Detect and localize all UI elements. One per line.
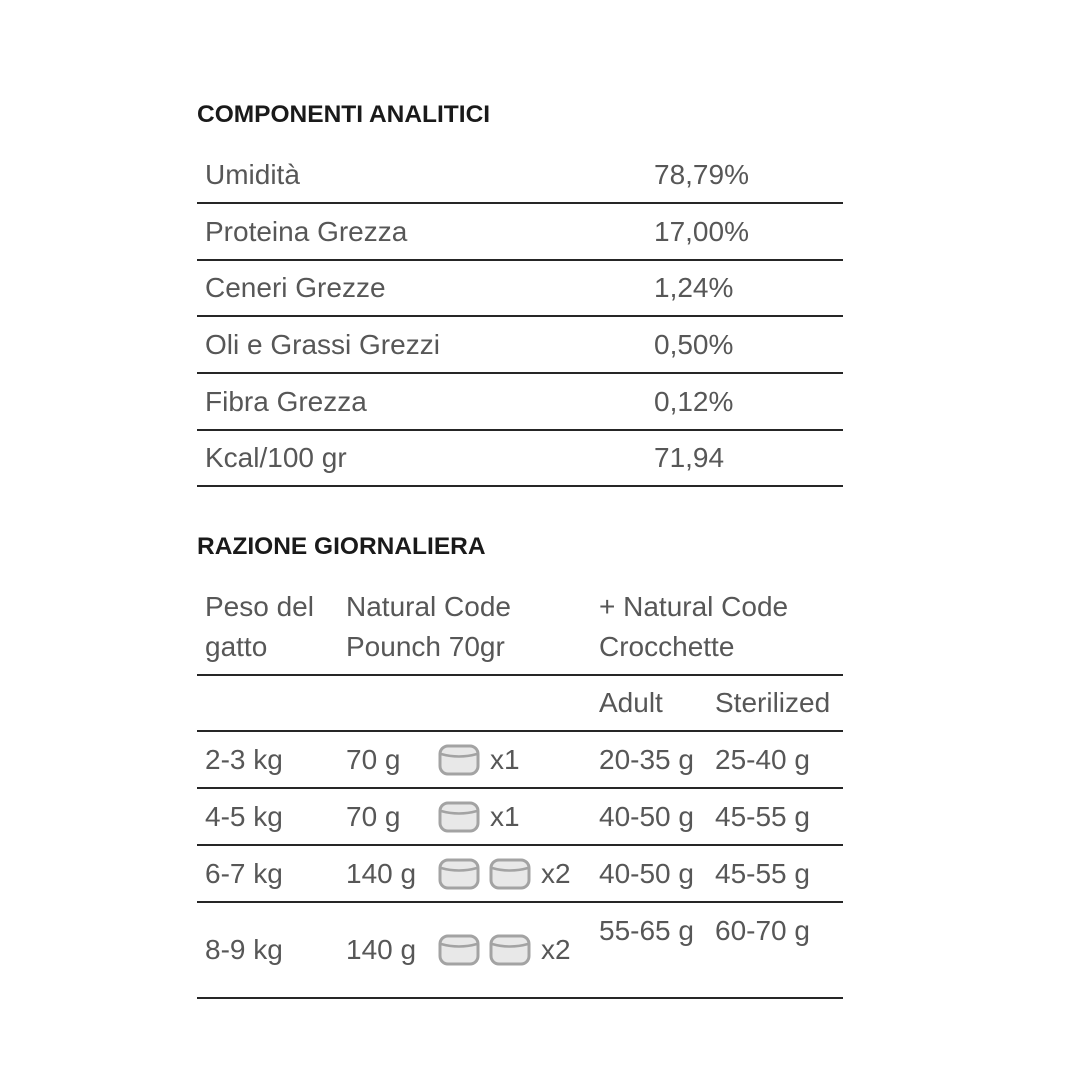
- header-pouch: [346, 587, 511, 667]
- adult-amount: 40-50 g: [599, 857, 694, 889]
- cat-weight: 6-7 kg: [205, 857, 283, 889]
- analytical-value: 0,12%: [654, 385, 734, 417]
- adult-amount: 40-50 g: [599, 800, 694, 832]
- analytical-label: Proteina Grezza: [205, 215, 408, 247]
- ration-header-row: [197, 587, 843, 676]
- subheader-adult: Adult: [599, 687, 663, 718]
- analytical-label: Fibra Grezza: [205, 385, 367, 417]
- header-weight-line: gatto: [205, 631, 268, 662]
- header-weight-line: Peso del: [205, 591, 314, 622]
- pouch-icon: [489, 858, 531, 890]
- ration-row: [197, 903, 843, 999]
- pouch-icons: [438, 801, 520, 833]
- cat-weight: 4-5 kg: [205, 800, 283, 832]
- sterilized-amount: 60-70 g: [715, 915, 810, 946]
- analytical-row: [197, 204, 843, 261]
- sterilized-amount: 25-40 g: [715, 743, 810, 775]
- adult-amount: 55-65 g: [599, 915, 694, 946]
- analytical-row: [197, 147, 843, 204]
- header-kibble: [599, 587, 788, 667]
- pouch-icon: [489, 934, 531, 966]
- pouch-icon: [438, 934, 480, 966]
- pouch-amount: 140 g: [346, 857, 417, 889]
- pouch-multiplier: x2: [541, 934, 571, 965]
- adult-amount: 20-35 g: [599, 743, 694, 775]
- pouch-amount: 70 g: [346, 800, 401, 832]
- cat-weight: 8-9 kg: [205, 934, 283, 965]
- analytical-label: Umidità: [205, 158, 300, 190]
- analytical-value: 71,94: [654, 442, 725, 473]
- pouch-icons: [438, 934, 571, 966]
- cat-weight: 2-3 kg: [205, 743, 283, 775]
- ration-row: [197, 846, 843, 903]
- ration-row: [197, 732, 843, 789]
- analytical-label: Ceneri Grezze: [205, 272, 386, 303]
- header-pouch-line: Pounch 70gr: [346, 631, 505, 662]
- pouch-icons: [438, 858, 571, 890]
- pouch-amount: 70 g: [346, 743, 401, 775]
- analytical-label: Oli e Grassi Grezzi: [205, 328, 440, 360]
- pouch-icon: [438, 744, 480, 776]
- pouch-icon: [438, 801, 480, 833]
- analytical-value: 0,50%: [654, 328, 734, 360]
- analytical-value: 17,00%: [654, 215, 749, 247]
- analytical-row: [197, 374, 843, 431]
- pouch-icons: [438, 744, 520, 776]
- analytical-row: [197, 317, 843, 374]
- analytical-row: [197, 261, 843, 317]
- subheader-sterilized: Sterilized: [715, 687, 831, 718]
- pouch-amount: 140 g: [346, 934, 417, 965]
- analytical-title: COMPONENTI ANALITICI: [197, 101, 491, 128]
- pouch-multiplier: x1: [490, 743, 520, 775]
- ration-subheader-row: [197, 676, 843, 732]
- header-weight: [205, 587, 314, 667]
- header-kibble-line: Crocchette: [599, 631, 735, 662]
- pouch-icon: [438, 858, 480, 890]
- sterilized-amount: 45-55 g: [715, 800, 810, 832]
- sterilized-amount: 45-55 g: [715, 857, 810, 889]
- header-kibble-line: + Natural Code: [599, 591, 789, 622]
- ration-row: [197, 789, 843, 846]
- pouch-multiplier: x2: [541, 857, 571, 889]
- analytical-value: 78,79%: [654, 158, 749, 190]
- analytical-label: Kcal/100 gr: [205, 442, 347, 473]
- ration-title: RAZIONE GIORNALIERA: [197, 533, 486, 560]
- analytical-value: 1,24%: [654, 272, 734, 303]
- analytical-row: [197, 431, 843, 487]
- header-pouch-line: Natural Code: [346, 591, 511, 622]
- pouch-multiplier: x1: [490, 800, 520, 832]
